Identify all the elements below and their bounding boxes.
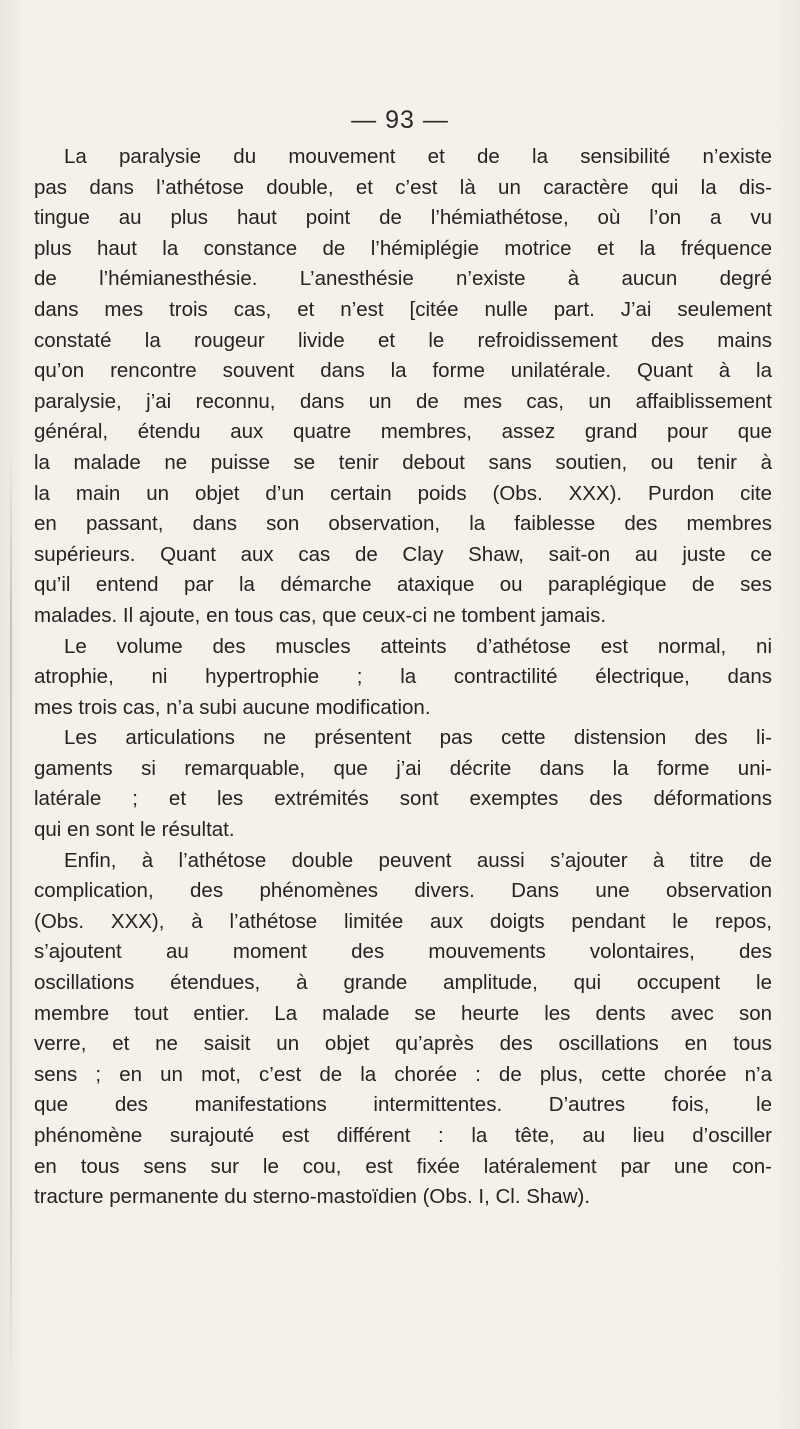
- text-line: supérieurs. Quant aux cas de Clay Shaw, sait-on au juste ce: [34, 542, 772, 566]
- text-line: s’ajoutent au moment des mouvements volontaires, des: [34, 940, 772, 964]
- text-line: latérale ; et les extrémités sont exemptes des déformations: [34, 787, 772, 811]
- text-line: qui en sont le résultat.: [34, 818, 235, 842]
- text-line: gaments si remarquable, que j’ai décrite dans la forme uni-: [34, 756, 772, 780]
- text-line: verre, et ne saisit un objet qu’après des oscillations en tous: [34, 1032, 772, 1056]
- text-line: tingue au plus haut point de l’hémiathétose, où l’on a vu: [34, 206, 772, 230]
- page-number: — 93 —: [351, 106, 449, 134]
- text-line: sens ; en un mot, c’est de la chorée : de plus, cette chorée n’a: [34, 1062, 772, 1086]
- text-line: qu’il entend par la démarche ataxique ou paraplégique de ses: [34, 573, 772, 597]
- text-line: que des manifestations intermittentes. D’autres fois, le: [34, 1093, 772, 1117]
- text-line: mes trois cas, n’a subi aucune modification.: [34, 695, 431, 719]
- text-line: plus haut la constance de l’hémiplégie motrice et la fréquence: [34, 236, 772, 260]
- text-line: phénomène surajouté est différent : la tête, au lieu d’osciller: [34, 1124, 772, 1147]
- text-line: Les articulations ne présentent pas cette distension des li-: [64, 726, 772, 750]
- text-line: constaté la rougeur livide et le refroidissement des mains: [34, 328, 772, 352]
- text-line: Le volume des muscles atteints d’athétose est normal, ni: [64, 634, 772, 658]
- text-line: paralysie, j’ai reconnu, dans un de mes cas, un affaiblissement: [34, 389, 772, 413]
- text-line: complication, des phénomènes divers. Dans une observation: [34, 879, 772, 903]
- text-line: tracture permanente du sterno-mastoïdien (Obs. I, Cl. Shaw).: [34, 1185, 591, 1209]
- text-line: en passant, dans son observation, la faiblesse des membres: [34, 512, 772, 536]
- text-line: dans mes trois cas, et n’est [citée nulle part. J’ai seulement: [34, 297, 772, 321]
- text-line: qu’on rencontre souvent dans la forme unilatérale. Quant à la: [34, 359, 772, 383]
- text-line: pas dans l’athétose double, et c’est là un caractère qui la dis-: [34, 175, 772, 199]
- text-line: la malade ne puisse se tenir debout sans soutien, ou tenir à: [34, 450, 772, 474]
- binding-shadow: [10, 440, 12, 1390]
- text-line: atrophie, ni hypertrophie ; la contractilité électrique, dans: [34, 665, 772, 689]
- text-line: général, étendu aux quatre membres, assez grand pour que: [34, 420, 772, 444]
- text-line: de l’hémianesthésie. L’anesthésie n’existe à aucun degré: [34, 267, 772, 291]
- text-line: en tous sens sur le cou, est fixée latéralement par une con-: [34, 1154, 772, 1178]
- text-line: Enfin, à l’athétose double peuvent aussi s’ajouter à titre de: [64, 848, 772, 872]
- text-line: oscillations étendues, à grande amplitude, qui occupent le: [34, 971, 772, 995]
- text-line: La paralysie du mouvement et de la sensibilité n’existe: [64, 145, 772, 168]
- body-text: [34, 142, 772, 1213]
- text-line: membre tout entier. La malade se heurte les dents avec son: [34, 1001, 772, 1025]
- text-line: la main un objet d’un certain poids (Obs. XXX). Purdon cite: [34, 481, 772, 505]
- text-line: (Obs. XXX), à l’athétose limitée aux doigts pendant le repos,: [34, 909, 772, 933]
- text-line: malades. Il ajoute, en tous cas, que ceux-ci ne tombent jamais.: [34, 603, 607, 627]
